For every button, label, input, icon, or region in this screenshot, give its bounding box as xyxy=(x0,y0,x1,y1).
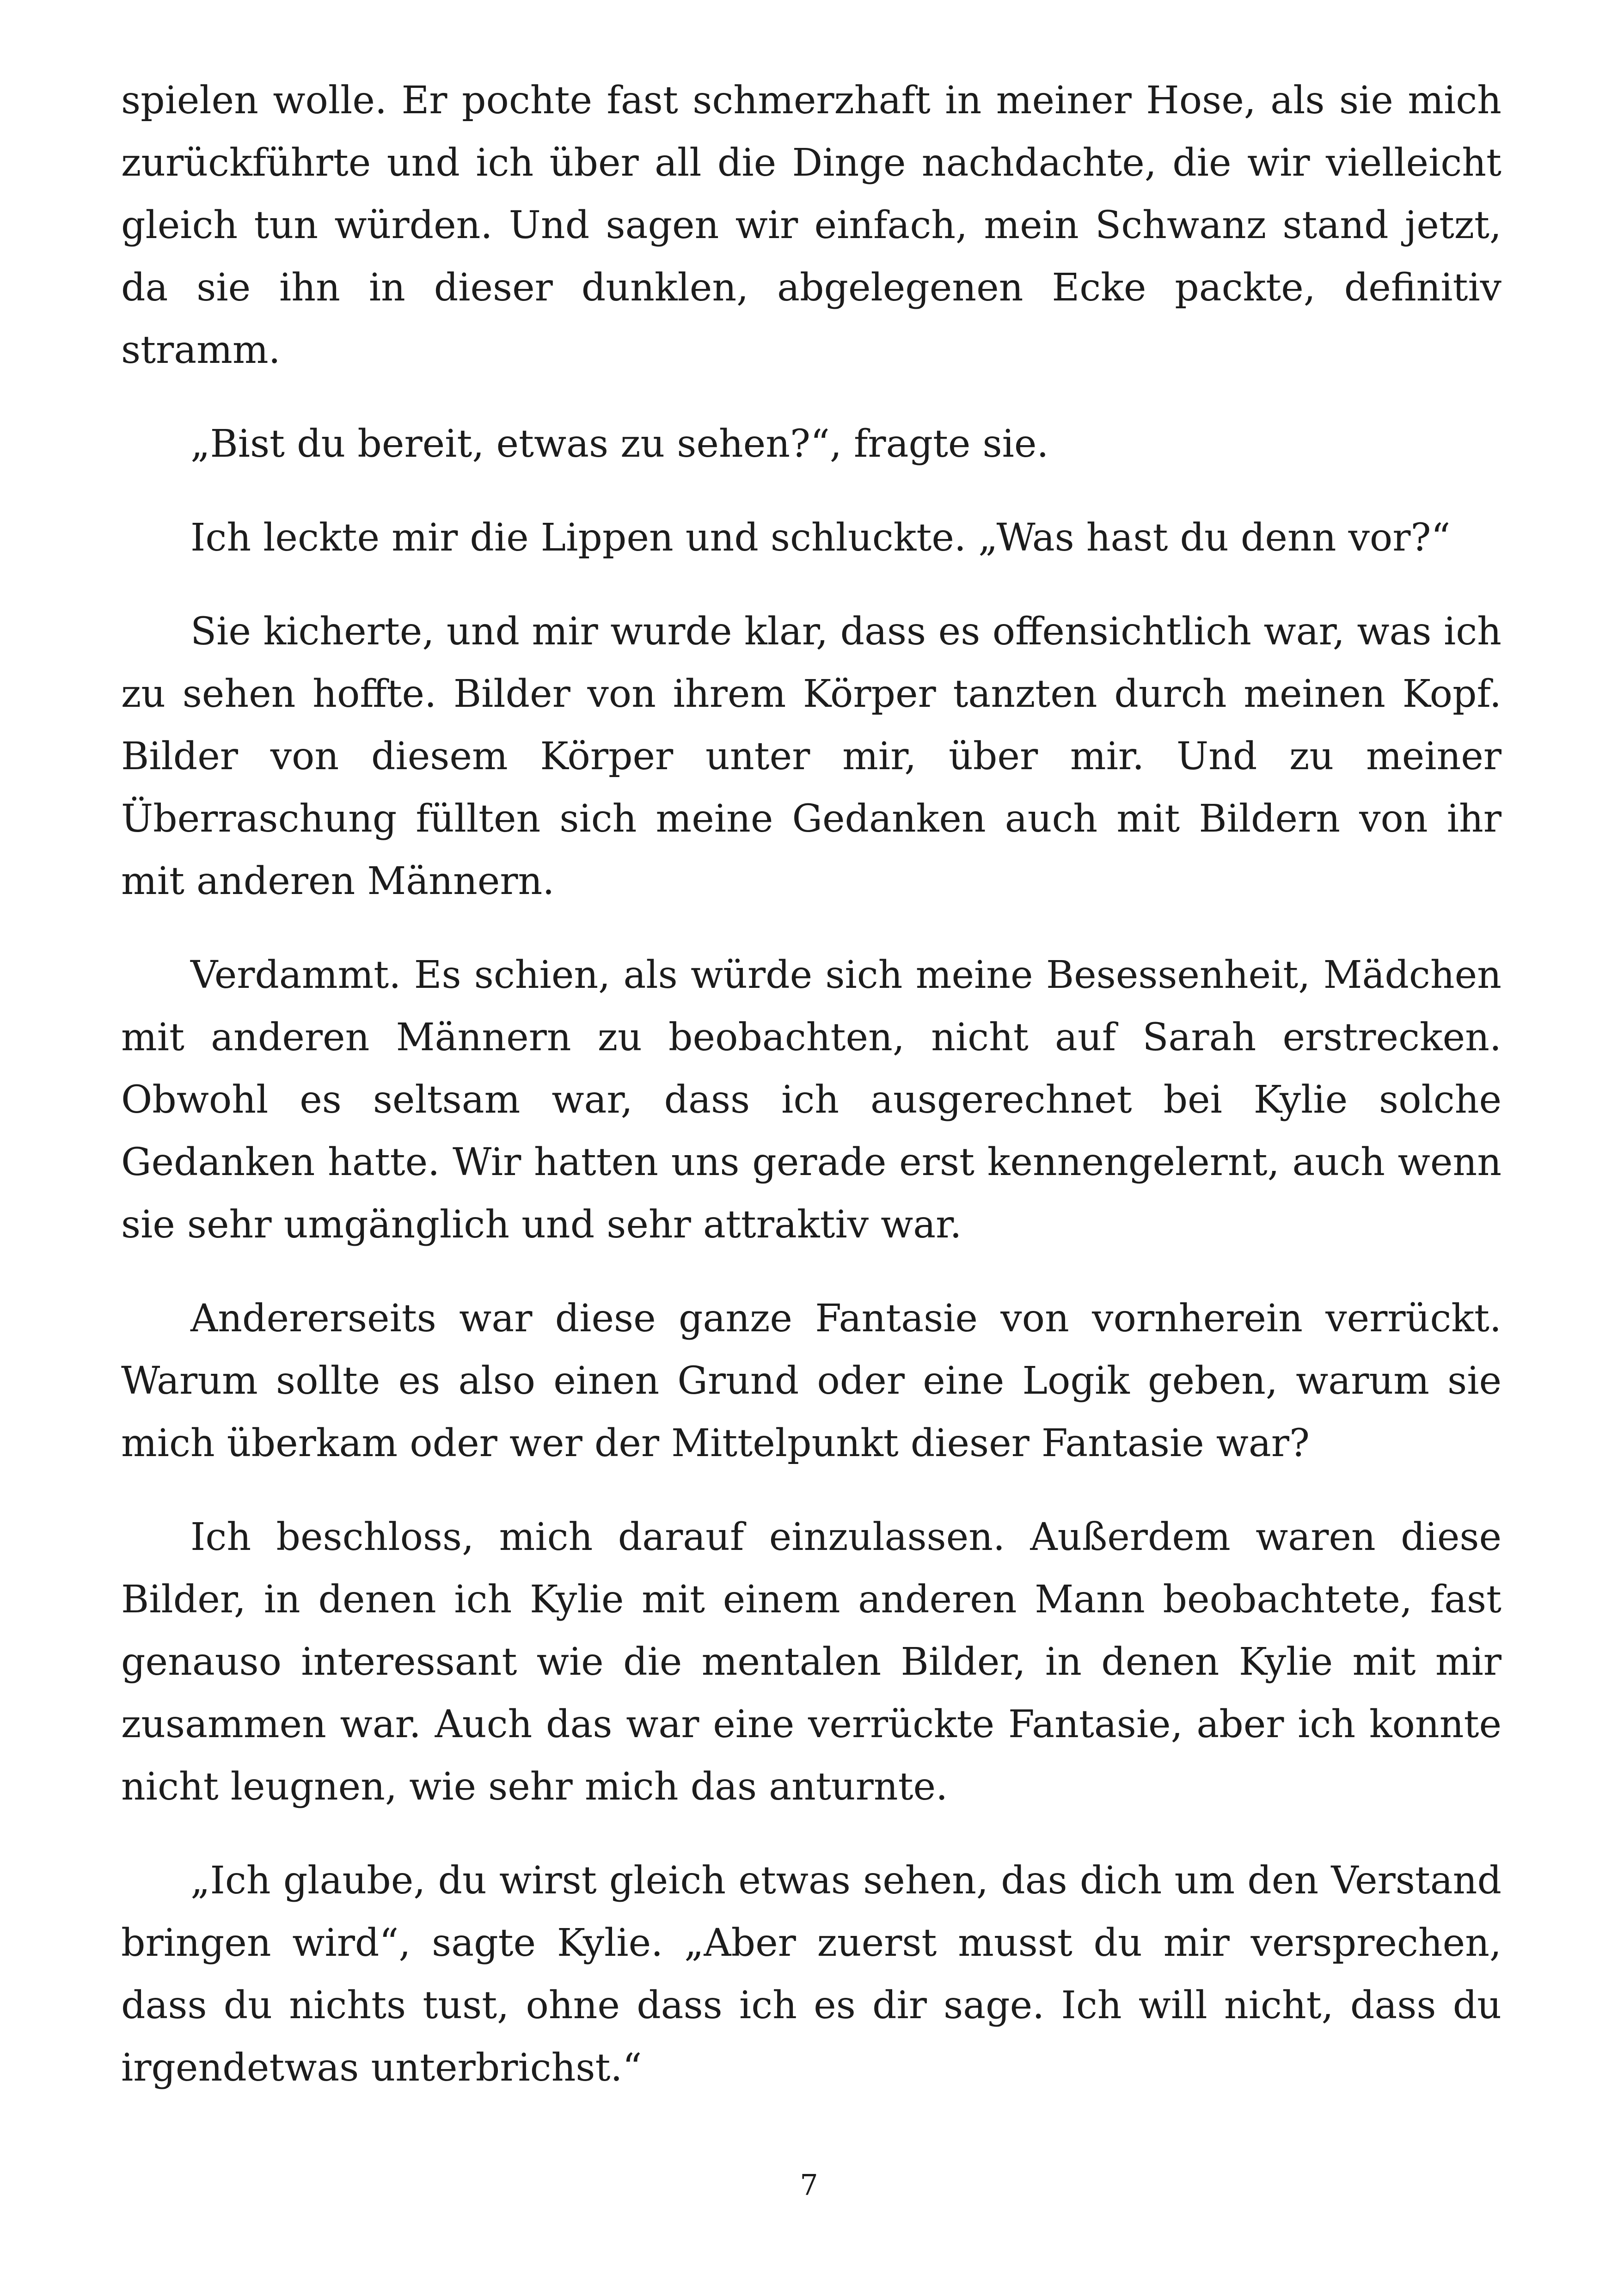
paragraph-2: „Bist du bereit, etwas zu sehen?“, fragte sie. xyxy=(190,422,1049,466)
paragraph-5: Verdammt. Es schien, als würde sich meine Besessenheit, Mädchen mit anderen Männern zu beobachten, nicht auf Sarah erstrecken. Obwohl es seltsam war, dass ich ausgerechnet bei Kylie solche Gedanken hatte. Wir hatten uns gerade erst kennengelernt, auch wenn sie sehr umgänglich und sehr attraktiv war. xyxy=(121,953,1502,1247)
paragraph-1: spielen wolle. Er pochte fast schmerzhaft in meiner Hose, als sie mich zurückführte und ich über all die Dinge nachdachte, die wir vielleicht gleich tun würden. Und sagen wir einfach, mein Schwanz stand jetzt, da sie ihn in dieser dunklen, abgelegenen Ecke packte, definitiv stramm. xyxy=(121,79,1502,372)
paragraph-7: Ich beschloss, mich darauf einzulassen. Außerdem waren diese Bilder, in denen ich Kylie mit einem anderen Mann beobachtete, fast genauso interessant wie die mentalen Bilder, in denen Kylie mit mir zusammen war. Auch das war eine verrückte Fantasie, aber ich konnte nicht leugnen, wie sehr mich das anturnte. xyxy=(121,1515,1502,1809)
page-body xyxy=(121,69,1502,2131)
paragraph-6: Andererseits war diese ganze Fantasie von vornherein verrückt. Warum sollte es also einen Grund oder eine Logik geben, warum sie mich überkam oder wer der Mittelpunkt dieser Fantasie war? xyxy=(121,1297,1502,1465)
paragraph-8: „Ich glaube, du wirst gleich etwas sehen, das dich um den Verstand bringen wird“, sagte Kylie. „Aber zuerst musst du mir versprechen, dass du nichts tust, ohne dass ich es dir sage. Ich will nicht, dass du irgendetwas unterbrichst.“ xyxy=(121,1859,1502,2090)
page-number: 7 xyxy=(800,2168,818,2202)
paragraph-3: Ich leckte mir die Lippen und schluckte. „Was hast du denn vor?“ xyxy=(190,516,1451,560)
paragraph-4: Sie kicherte, und mir wurde klar, dass es offensichtlich war, was ich zu sehen hoffte. Bilder von ihrem Körper tanzten durch meinen Kopf. Bilder von diesem Körper unter mir, über mir. Und zu meiner Überraschung füllten sich meine Gedanken auch mit Bildern von ihr mit anderen Männern. xyxy=(121,610,1502,903)
